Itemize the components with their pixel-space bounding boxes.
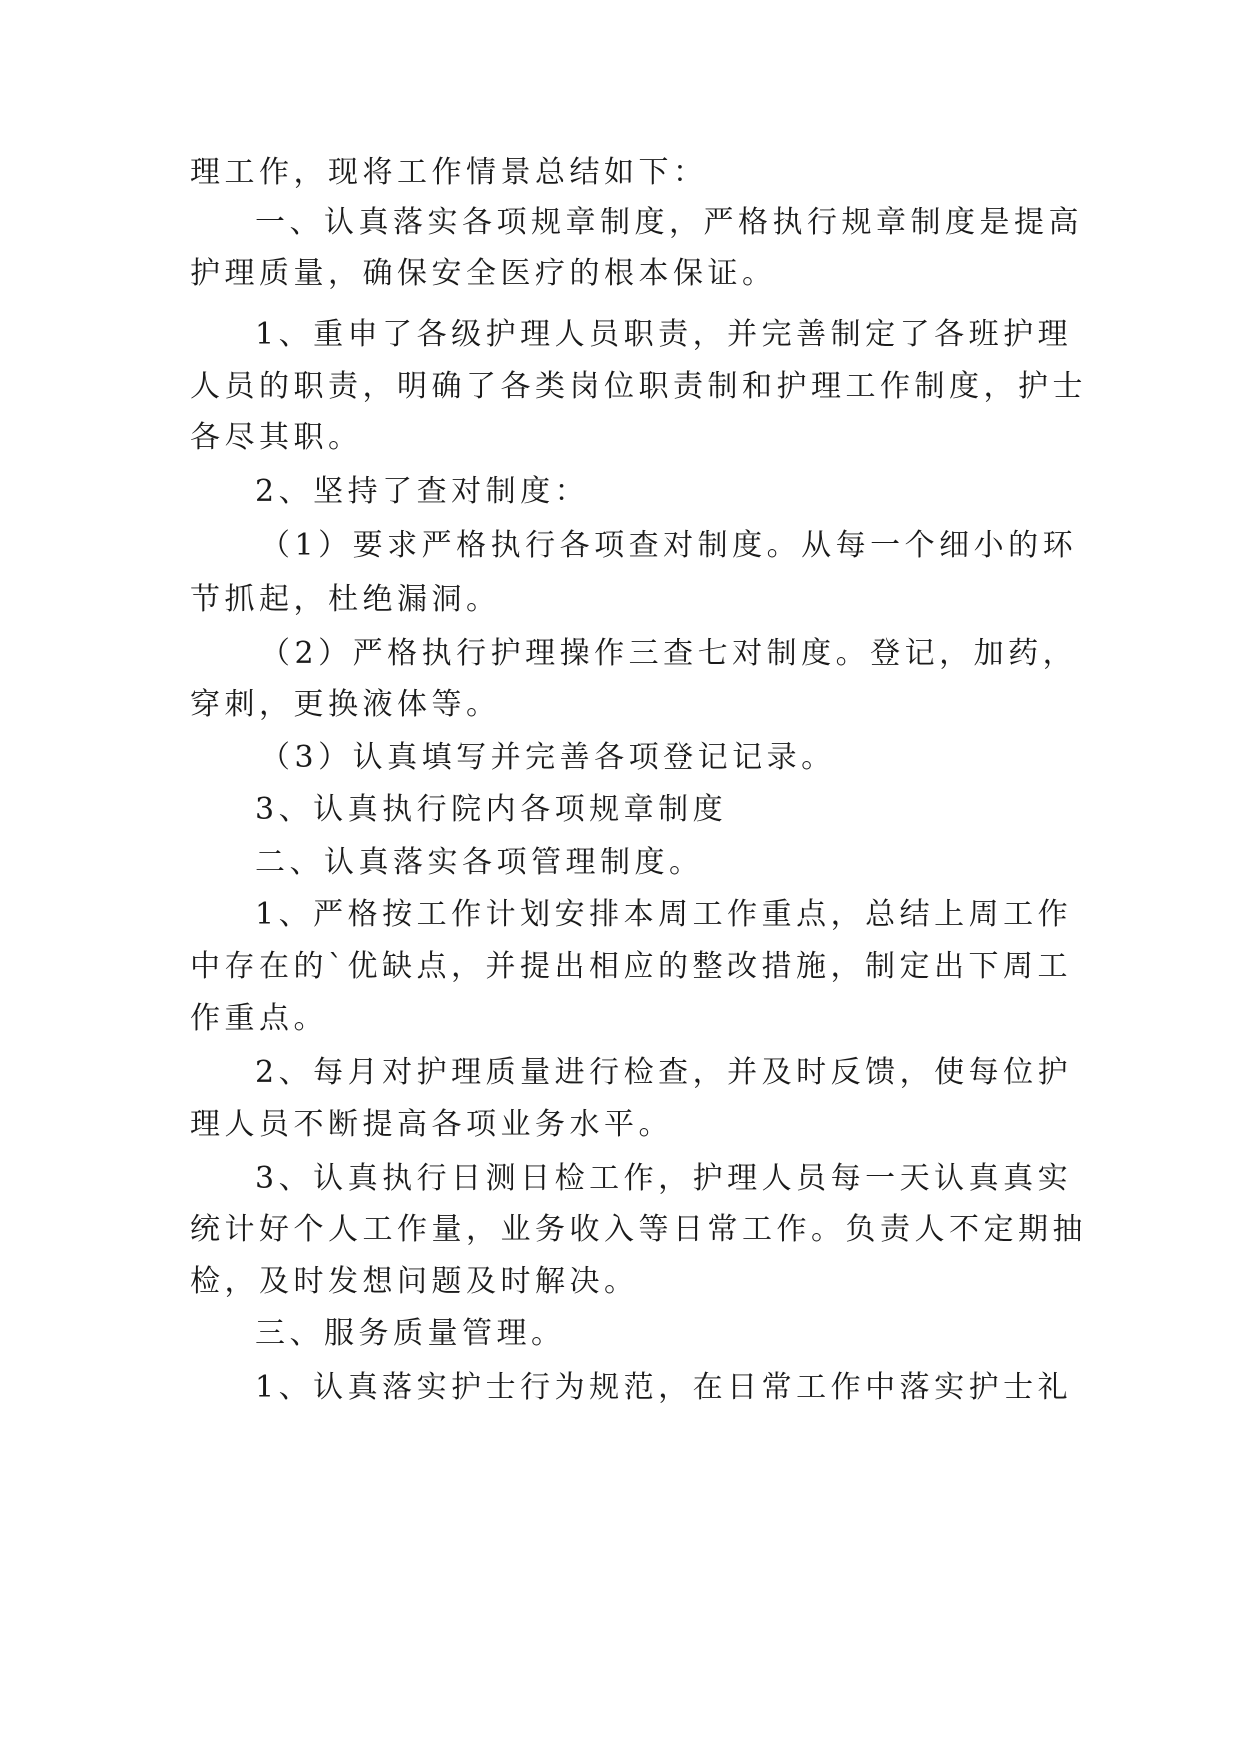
text-line: 中存在的`优缺点，并提出相应的整改措施，制定出下周工 <box>190 949 1072 984</box>
text-line: 各尽其职。 <box>190 420 363 455</box>
text-line: 2、坚持了查对制度： <box>255 474 590 509</box>
text-line: 人员的职责，明确了各类岗位职责制和护理工作制度，护士 <box>190 369 1087 404</box>
text-line: 节抓起，杜绝漏洞。 <box>190 582 501 617</box>
text-line: （3）认真填写并完善各项登记记录。 <box>260 740 836 775</box>
text-line: 1、认真落实护士行为规范，在日常工作中落实护士礼 <box>255 1370 1073 1405</box>
text-line: 理人员不断提高各项业务水平。 <box>190 1107 673 1142</box>
text-line: 检，及时发想问题及时解决。 <box>190 1264 639 1299</box>
text-line: 2、每月对护理质量进行检查，并及时反馈，使每位护 <box>255 1055 1073 1090</box>
text-line: 1、严格按工作计划安排本周工作重点，总结上周工作 <box>255 897 1073 932</box>
text-line: 3、认真执行院内各项规章制度 <box>255 792 728 827</box>
text-line: 统计好个人工作量，业务收入等日常工作。负责人不定期抽 <box>190 1212 1087 1247</box>
text-line: 作重点。 <box>190 1001 328 1036</box>
text-line: 一、认真落实各项规章制度，严格执行规章制度是提高 <box>255 205 1083 240</box>
text-line: 三、服务质量管理。 <box>255 1316 566 1351</box>
text-line: 理工作，现将工作情景总结如下： <box>190 155 708 190</box>
text-line: 护理质量，确保安全医疗的根本保证。 <box>190 256 777 291</box>
text-line: （1）要求严格执行各项查对制度。从每一个细小的环 <box>260 528 1078 563</box>
text-line: 二、认真落实各项管理制度。 <box>255 845 704 880</box>
text-line: （2）严格执行护理操作三查七对制度。登记，加药， <box>260 636 1078 671</box>
text-line: 1、重申了各级护理人员职责，并完善制定了各班护理 <box>255 317 1073 352</box>
text-line: 穿刺，更换液体等。 <box>190 687 501 722</box>
text-line: 3、认真执行日测日检工作，护理人员每一天认真真实 <box>255 1161 1073 1196</box>
